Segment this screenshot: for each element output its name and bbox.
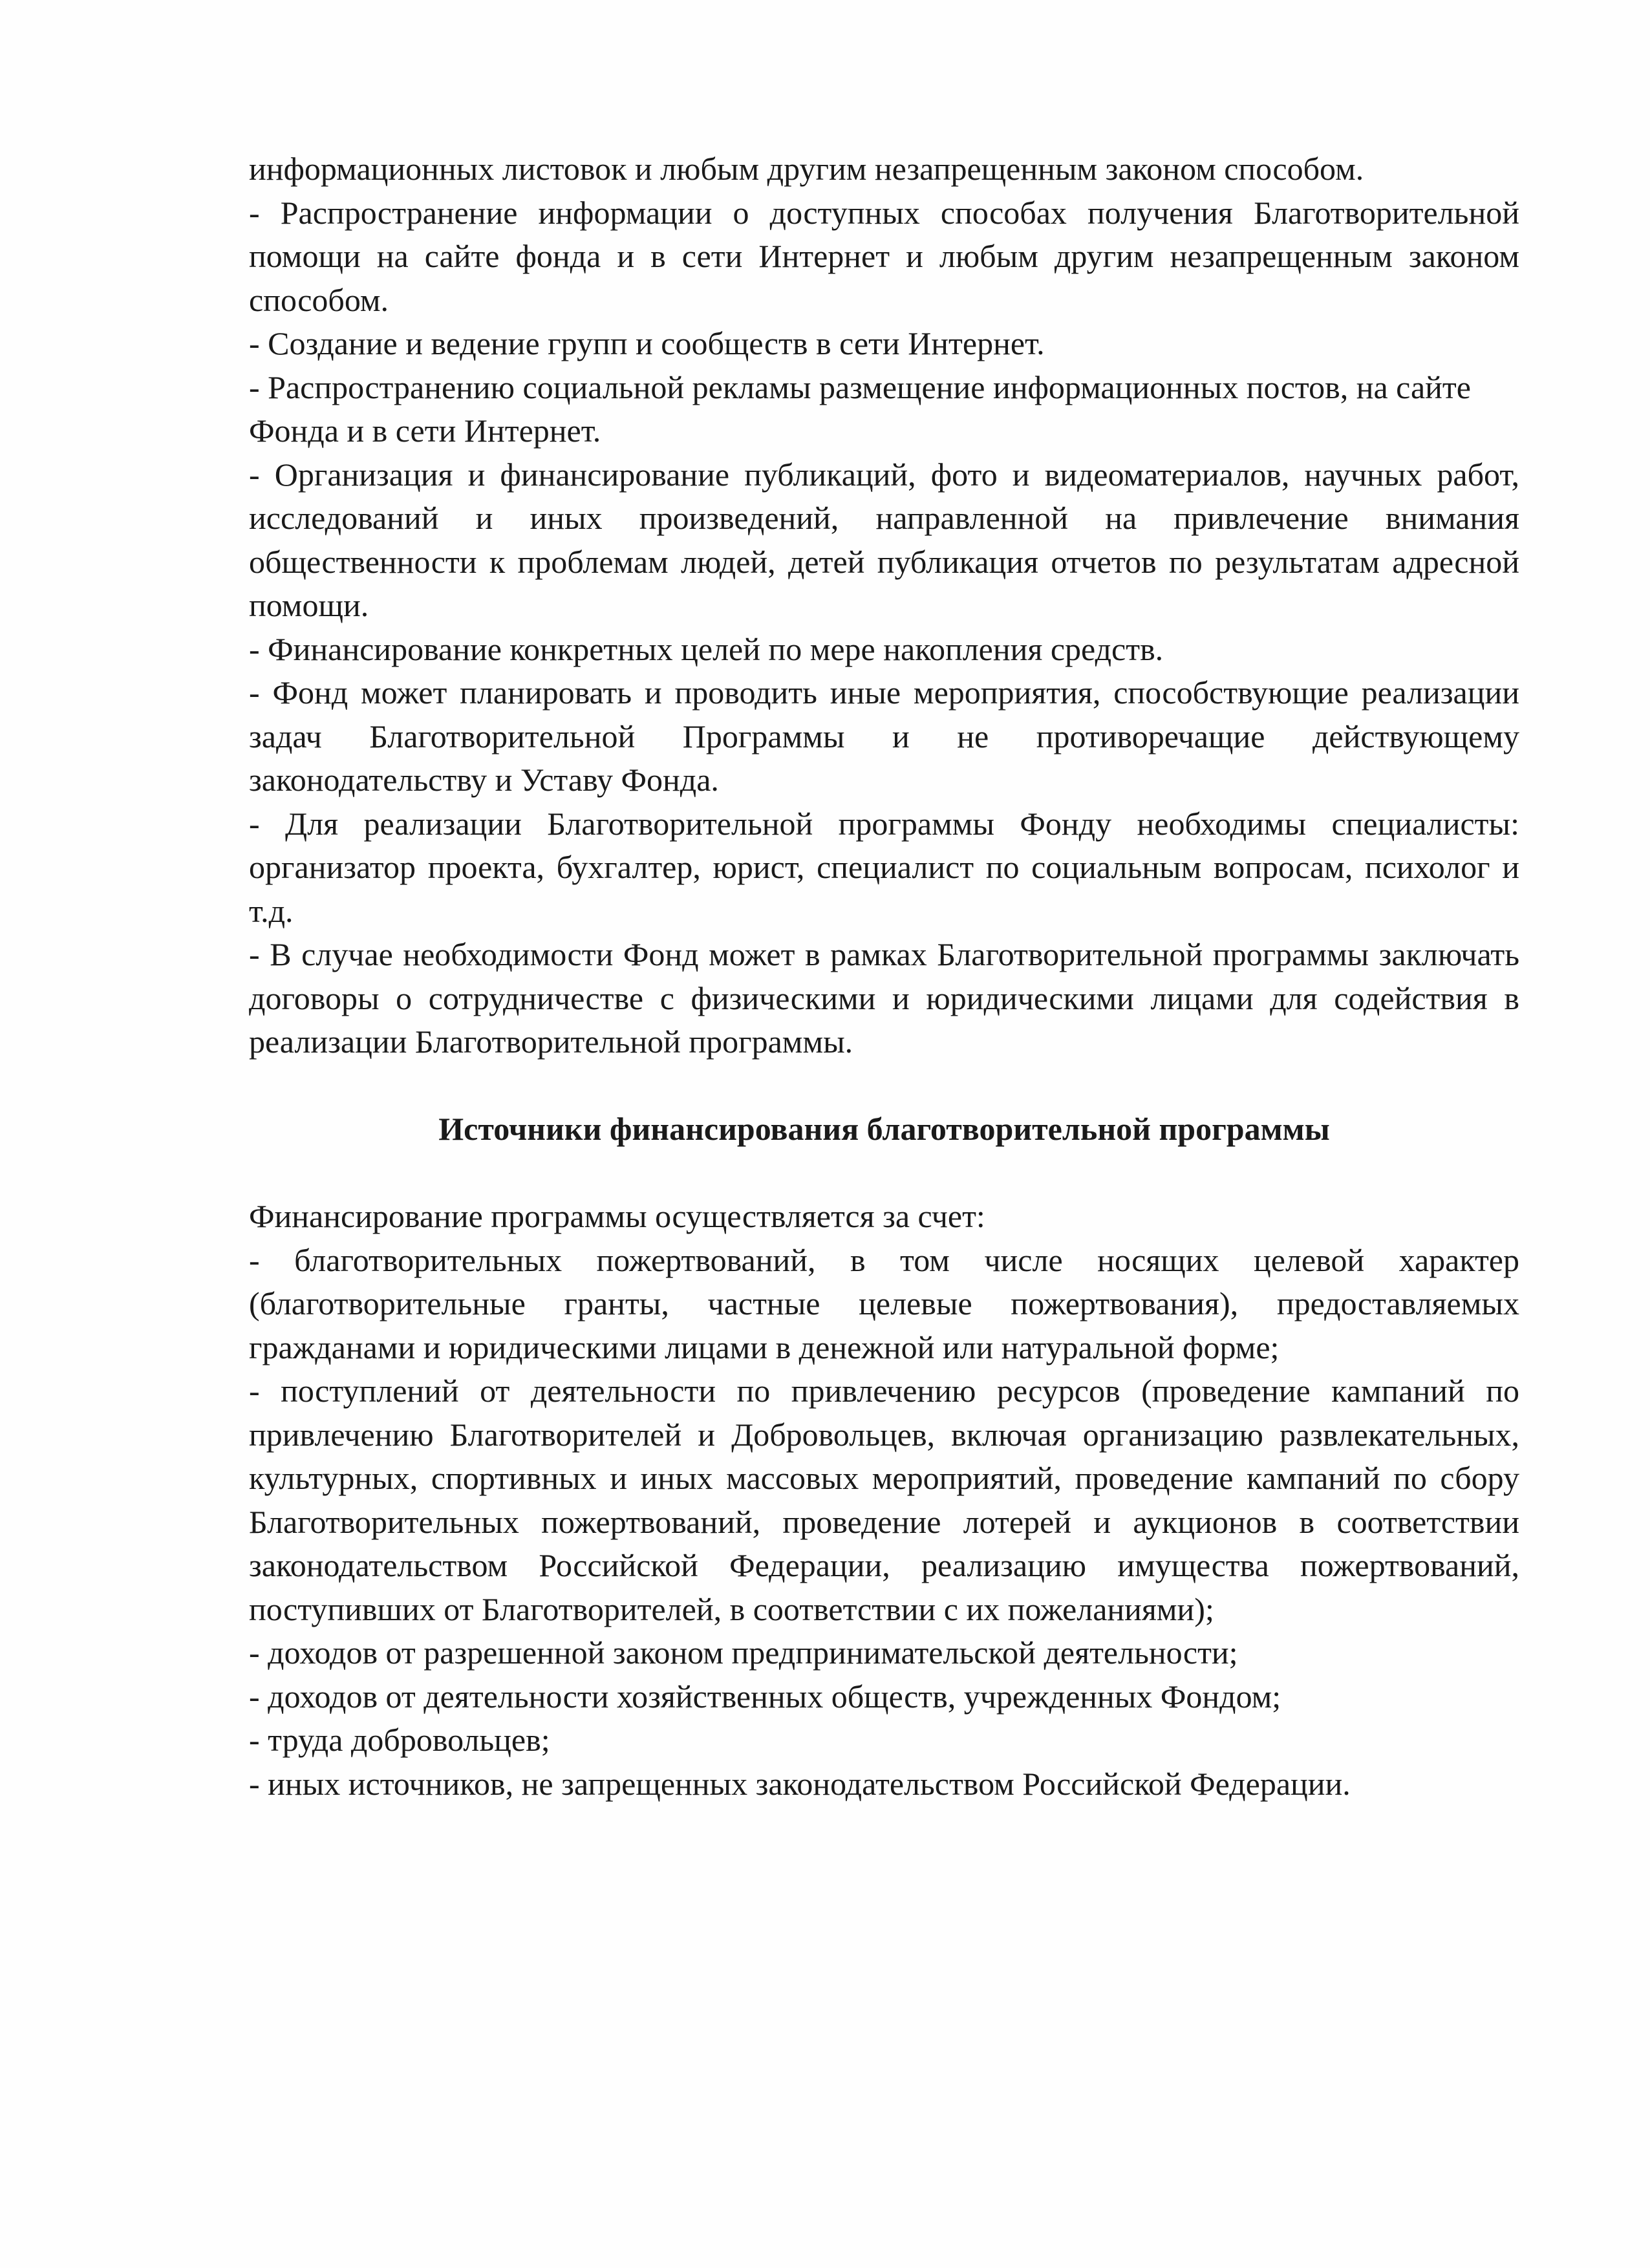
paragraph-leaflets: информационных листовок и любым другим незапрещенным законом способом. [249, 151, 1364, 187]
paragraph-info-distribution: - Распространение информации о доступных способах получения Благотворительной помощи на сайте фонда и в сети Интернет и любым другим незапрещенным законом способом. [249, 194, 1519, 318]
spacer [249, 1151, 1519, 1195]
funding-item-donations: - благотворительных пожертвований, в том числе носящих целевой характер (благотворительные гранты, частные целевые пожертвования), предоставляемых гражданами и юридическими лицами в денежной или натуральной форме; [249, 1241, 1519, 1365]
paragraph-specialists: - Для реализации Благотворительной программы Фонду необходимы специалисты: организатор проекта, бухгалтер, юрист, специалист по социальным вопросам, психолог и т.д. [249, 805, 1519, 929]
funding-item-business-income: - доходов от разрешенной законом предпринимательской деятельности; [249, 1634, 1238, 1671]
spacer [249, 1064, 1519, 1108]
section-heading: Источники финансирования благотворительной программы [438, 1111, 1330, 1147]
paragraph-social-advertising: - Распространению социальной рекламы размещение информационных постов, на сайте Фонда и в сети Интернет. [249, 369, 1471, 449]
paragraph-publications: - Организация и финансирование публикаций, фото и видеоматериалов, научных работ, исследований и иных произведений, направленной на привлечение внимания общественности к проблемам людей, детей публикация отчетов по результатам адресной помощи. [249, 456, 1519, 623]
funding-item-company-income: - доходов от деятельности хозяйственных обществ, учрежденных Фондом; [249, 1678, 1281, 1715]
funding-item-other-sources: - иных источников, не запрещенных законодательством Российской Федерации. [249, 1765, 1351, 1802]
paragraph-funding-goals: - Финансирование конкретных целей по мере накопления средств. [249, 630, 1164, 667]
document-body [249, 147, 1519, 1806]
paragraph-other-events: - Фонд может планировать и проводить иные мероприятия, способствующие реализации задач Благотворительной Программы и не противоречащие действующему законодательству и Уставу Фонда. [249, 674, 1519, 798]
funding-intro: Финансирование программы осуществляется за счет: [249, 1198, 985, 1234]
paragraph-cooperation: - В случае необходимости Фонд может в рамках Благотворительной программы заключать договоры о сотрудничестве с физическими и юридическими лицами для содействия в реализации Благотворительной программы. [249, 936, 1519, 1060]
funding-item-volunteers: - труда добровольцев; [249, 1722, 550, 1758]
funding-item-resource-activities: - поступлений от деятельности по привлечению ресурсов (проведение кампаний по привлечению Благотворителей и Добровольцев, включая организацию развлекательных, культурных, спортивных и иных массовых мероприятий, проведение кампаний по сбору Благотворительных пожертвований, проведение лотерей и аукционов в соответствии законодательством Российской Федерации, реализацию имущества пожертвований, поступивших от Благотворителей, в соответствии с их пожеланиями); [249, 1373, 1519, 1627]
paragraph-internet-groups: - Создание и ведение групп и сообществ в сети Интернет. [249, 325, 1045, 361]
